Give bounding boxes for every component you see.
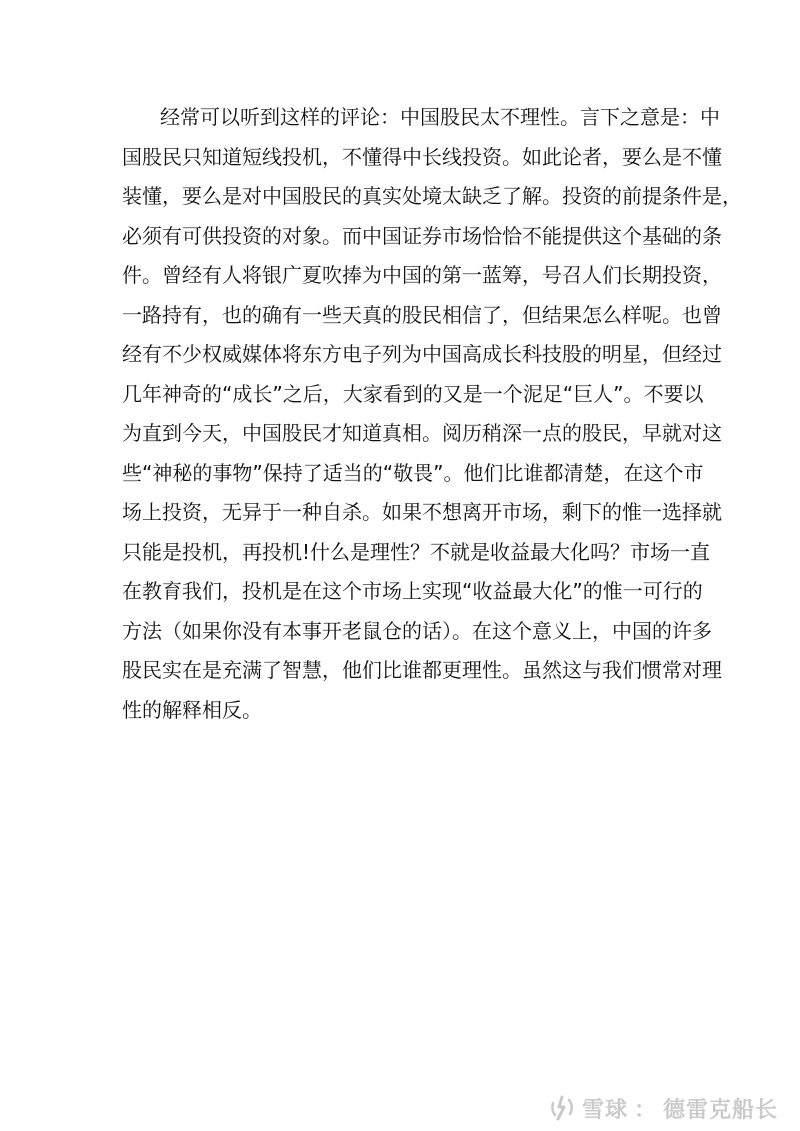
paragraph-line: 只能是投机，再投机!什么是理性？不就是收益最大化吗？市场一直 <box>122 539 711 564</box>
paragraph-line: 性的解释相反。 <box>122 697 262 722</box>
paragraph-line: 场上投资，无异于一种自杀。如果不想离开市场，剩下的惟一选择就 <box>122 500 722 524</box>
paragraph-line: 件。曾经有人将银广夏吹捧为中国的第一蓝筹，号召人们长期投资， <box>122 263 722 287</box>
paragraph-line: 经有不少权威媒体将东方电子列为中国高成长科技股的明星，但经过 <box>122 342 722 366</box>
paragraph-line: 为直到今天，中国股民才知道真相。阅历稍深一点的股民，早就对这 <box>122 421 722 445</box>
snowball-logo-icon <box>548 1094 576 1122</box>
watermark-author: 德雷克船长 <box>662 1097 778 1123</box>
paragraph-line: 股民实在是充满了智慧，他们比谁都更理性。虽然这与我们惯常对理 <box>122 658 722 682</box>
paragraph-line: 一路持有，也的确有一些天真的股民相信了，但结果怎么样呢。也曾 <box>122 302 722 327</box>
article-paragraph <box>122 98 742 730</box>
paragraph-line: 装懂，要么是对中国股民的真实处境太缺乏了解。投资的前提条件是， <box>122 184 742 208</box>
paragraph-line: 经常可以听到这样的评论：中国股民太不理性。言下之意是：中 <box>160 105 720 129</box>
paragraph-line: 必须有可供投资的对象。而中国证券市场恰恰不能提供这个基础的条 <box>122 223 722 248</box>
paragraph-line: 些“神秘的事物”保持了适当的“敬畏”。他们比谁都清楚，在这个市 <box>122 460 704 485</box>
paragraph-line: 几年神奇的“成长”之后，大家看到的又是一个泥足“巨人”。不要以 <box>122 381 704 406</box>
watermark-brand: 雪球 <box>581 1097 628 1123</box>
paragraph-line: 在教育我们，投机是在这个市场上实现“收益最大化”的惟一可行的 <box>122 579 703 603</box>
xueqiu-watermark <box>548 1091 778 1125</box>
paragraph-line: 方法（如果你没有本事开老鼠仓的话）。在这个意义上，中国的许多 <box>122 618 712 643</box>
watermark-separator: ： <box>633 1097 657 1123</box>
paragraph-line: 国股民只知道短线投机，不懂得中长线投资。如此论者，要么是不懂 <box>122 144 722 169</box>
